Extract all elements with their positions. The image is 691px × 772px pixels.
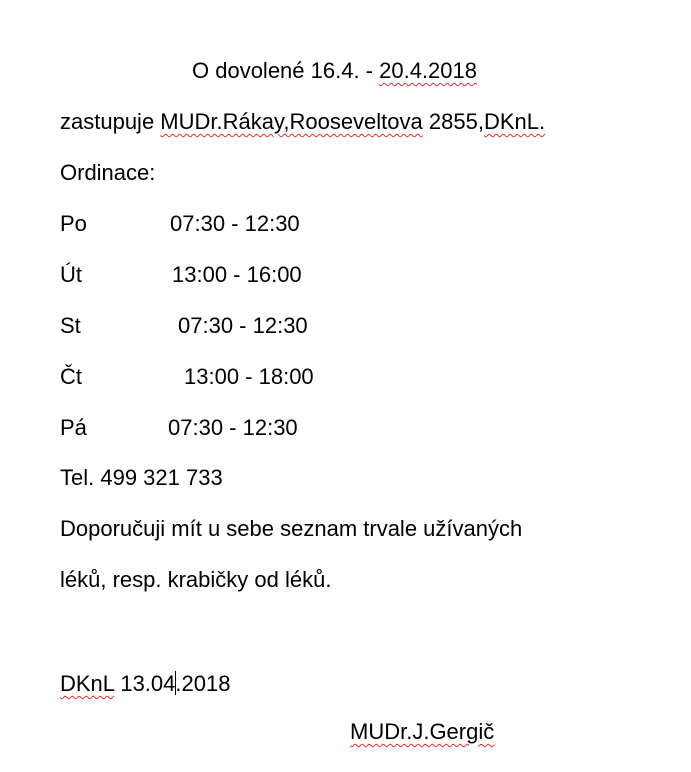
title-date: 20.4.2018	[379, 58, 477, 83]
substitute-line	[60, 111, 545, 133]
hours-time-po: 07:30 - 12:30	[170, 211, 300, 236]
place: DKnL	[60, 671, 115, 696]
advice-line-2: léků, resp. krabičky od léků.	[60, 567, 332, 592]
signature: MUDr.J.Gergič	[350, 719, 495, 744]
advice-line-1: Doporučuji mít u sebe seznam trvale užívaných	[60, 516, 523, 541]
signature-line	[350, 721, 494, 743]
substitute-prefix: zastupuje	[60, 109, 161, 134]
hours-time-ut: 13:00 - 16:00	[172, 262, 302, 287]
title-prefix: O dovolené 16.4. -	[192, 58, 380, 83]
date-part-1: 13.04	[114, 671, 176, 696]
hours-day-st: St	[60, 313, 81, 338]
date-part-2: .2018	[175, 671, 231, 696]
hours-day-ut: Út	[60, 262, 82, 287]
hours-time-ct: 13:00 - 18:00	[184, 364, 314, 389]
date-line	[60, 671, 230, 695]
substitute-name: MUDr.Rákay,Rooseveltova	[160, 109, 423, 134]
hours-day-pa: Pá	[60, 415, 87, 440]
hours-day-ct: Čt	[60, 364, 82, 389]
hours-day-po: Po	[60, 211, 87, 236]
phone-line: Tel. 499 321 733	[60, 465, 223, 490]
substitute-place: DKnL.	[483, 109, 546, 134]
substitute-suffix: 2855,	[422, 109, 484, 134]
hours-heading: Ordinace:	[60, 160, 156, 185]
hours-time-pa: 07:30 - 12:30	[168, 415, 298, 440]
title-line	[192, 60, 477, 82]
hours-time-st: 07:30 - 12:30	[178, 313, 308, 338]
